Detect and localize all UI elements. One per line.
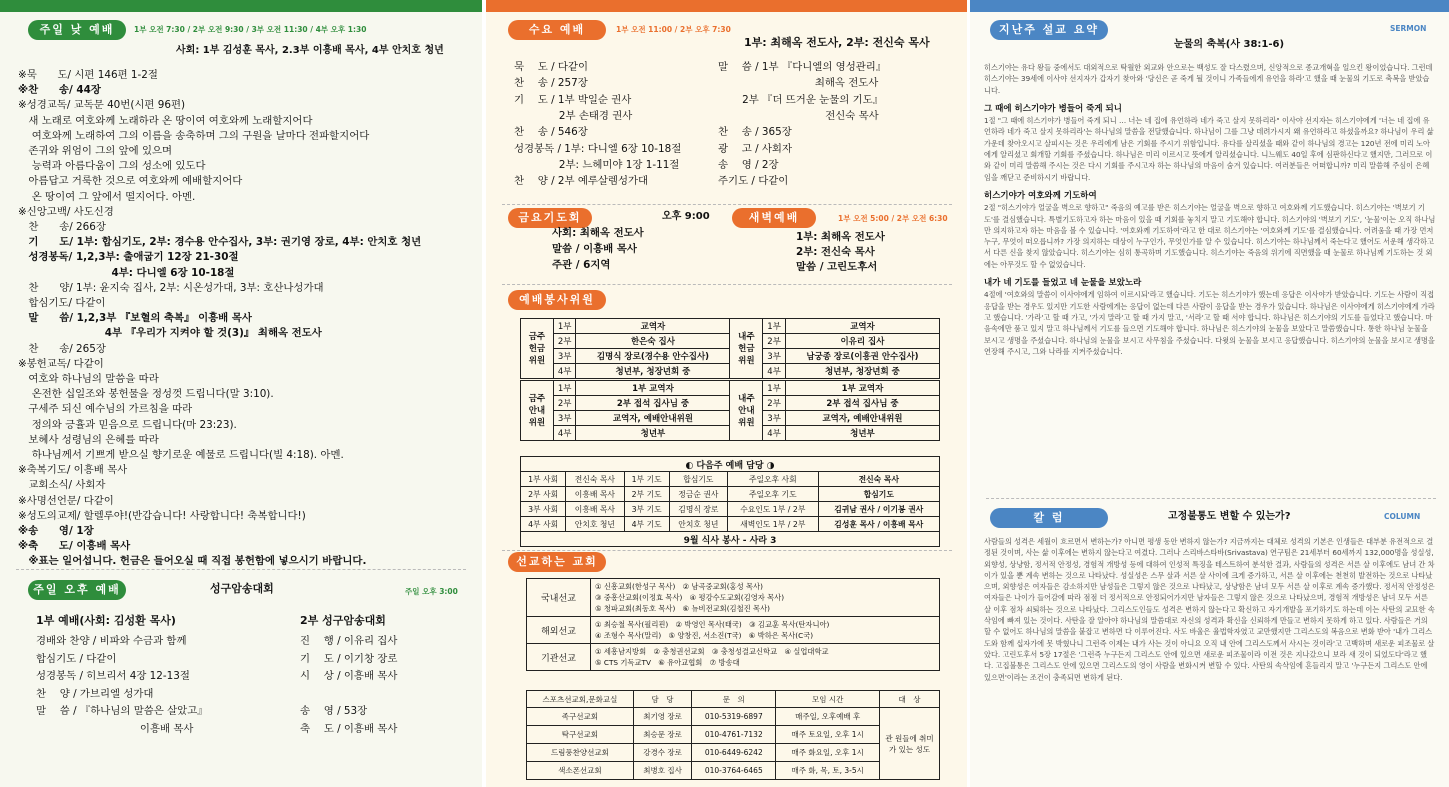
mission-title: 선교하는 교회	[508, 552, 606, 572]
next-week-table	[520, 456, 940, 547]
member-cell: 청년부, 청장년회 중	[576, 364, 730, 379]
sunday-service-title: 주일 낮 예배	[28, 20, 126, 40]
order-line: 2부: 전신숙 목사	[796, 246, 875, 258]
column-paragraph: 사람들의 성격은 세월이 흐르면서 변하는가? 아니면 평생 동안 변하지 않는가? 지금까지는 대체로 성격의 기본은 인생들은 대부분 유전적으로 결정된 것이며, 사는 삶 이후에는 변하지 않는다고 여겼다. 그러나 스리바스타바(Srivastava) 연구팀은 21세부터 60세까지 132,000명을 성실성, 외향성, 상냥함, 정서적 안정성, 경험적 개방성 등에 대하여 인성적 특징을 테스트하여 분석한 결과, 사람들의 성격은 서른 살 이후에도 남녀 간 차이가 있을 뿐 계속 변하는 것으로 나타났다. 성실성은 스무 살과 서른 살 사이에 크게 증가하고, 서른 살 이후에는 천천히 발전하는 것으로 나타났으며, 외향성은 여자들은 감소하지만 남성들은 그렇지 않은 것으로 나타났고, 상냥함은 남녀 모두 서른 살 이후로 계속 증가했다. 정서적 안정성은 여자들은 나이가 들어감에 따라 점점 더 정서적으로 안정되어가지만 남자들은 그렇지 않은 것으로 나타났으며, 경험적 개방성은 남녀 모두 서른 살 이후 점차 쇠퇴하는 것으로 나타났다. 그리스도인들도 성격은 변하지 않는다고 확신하고 자기개발을 포기하기도 하는데 이는 사탄의 교묘한 속삭임에 빠져 있는 것이다. 사탄을 잘 알아야 하나님의 말씀대로 자신의 성격과 확신을 신뢰하게 만들고 변하지 못하게 하고 있다. 사람들은 거의 할 수 없어도 하나님의 말씀을 붙잡고 변하면 다 이루어진다. 사도 바울은 율법학자였고 교만했지만 그리스도의 복음으로 변화 받아 '내가 그리스도와 함께 십자가에 못 박혔나니 그런즉 이제는 내가 사는 것이 아니요 오직 내 안에 그리스도께서 사시는 것이라'고 고백하며 새로운 피조물로 살았다. 고린도후서 5장 17절은 '그런즉 누구든지 그리스도 안에 있으면 새로운 피조물이라 이전 것은 지나갔으니 보라 새 것이 되었도다'라고 했다. 고집불통은 그리스도 안에 있으면 그리스도의 영이 사람을 변화시켜 변할 수 있다. 사탄의 속삭임에 흔들리지 말고 '누구든지 그리스도 안에 있으면'이라는 조건이 충족되면 변하게 된다.	[984, 537, 1435, 682]
member-cell: 교역자	[576, 319, 730, 334]
sermon-body	[984, 62, 1436, 492]
mission-line: ④ 조형수 목사(말리) ⑤ 양창진, 서소진(T국) ⑥ 박하은 목사(C국)	[595, 631, 814, 640]
order-line: 경배와 찬양 / 비파와 수금과 함께	[36, 635, 187, 647]
order-line: 송 영 / 53장	[300, 705, 368, 717]
part-cell: 4부	[763, 426, 786, 441]
order-line: 진 행 / 이유리 집사	[300, 635, 398, 647]
next-week-cell: 1부 사회	[521, 472, 566, 487]
committee-label: 금주 안내 위원	[521, 381, 554, 441]
sermon-paragraph: 2절 "히스기야가 얼굴을 벽으로 향하고" 죽음의 예고를 받은 히스기야는 얼굴을 벽으로 향하고 여호와께 기도했습니다. 히스기야는 '벽보기 기도'를 결심했습니다. 특별기도하고자 하는 마음이 있을 때 기회를 놓치지 말고 기도해야 합니다. 히스기야의 '벽보기 기도', '눈물'이는 오직 하나님만 의지하고자 하는 마음을 볼 수 있습니다. '여호와께 기도하여'라고 한 대로 히스기야는 '여호와께 기도'를 결심했습니다. 어려움을 때 가장 먼저 누구, 무엇이 떠오릅니까? 가장 의지하는 대상이 누구인가, 무엇인가를 알 수 있습니다. 히스기야는 하나님께서 죽는다고 했어도 서운해 생각하고서 다른 신을 찾지 않았습니다. 히스기야는 심히 통곡하며 기도했습니다. 히스기야는 죽음의 위기에 직면했을 때 눈물로 하나님께 기도하는 것 외에는 아무것도 할 수 없었습니다.	[984, 203, 1436, 269]
order-line: 이흥배 목사	[36, 722, 194, 735]
order-line: 기 도 / 1부 박일순 권사	[514, 93, 632, 106]
order-line: 4부 『우리가 지켜야 할 것(3)』 최해옥 전도사	[18, 327, 322, 340]
order-line: ※묵 도/ 시편 146편 1-2절	[18, 69, 158, 81]
order-line: ※사명선언문/ 다같이	[18, 494, 114, 507]
order-line: 시 상 / 이흥배 목사	[300, 670, 398, 682]
sports-cell: 강경수 장로	[633, 744, 691, 762]
divider	[502, 204, 952, 205]
divider	[502, 550, 952, 551]
part-cell: 4부	[553, 426, 576, 441]
part-cell: 3부	[763, 411, 786, 426]
part-cell: 2부	[553, 334, 576, 349]
member-cell: 청년부	[785, 426, 939, 441]
part-cell: 2부	[553, 396, 576, 411]
part-cell: 4부	[763, 364, 786, 379]
sermon-column	[970, 12, 1449, 787]
order-line: 성경봉독/ 1,2,3부: 출애굽기 12장 21-30절	[18, 251, 239, 264]
order-line: 온전한 십일조와 봉헌물을 정성껏 드립니다(말 3:10).	[18, 388, 274, 401]
order-line: 여호와께 노래하여 그의 이름을 송축하며 그의 구원을 날마다 전파할지어다	[18, 129, 370, 142]
column-body	[984, 536, 1436, 786]
part-cell: 1부	[553, 319, 576, 334]
next-week-cell: 4부 기도	[624, 517, 669, 532]
sports-cell: 탁구선교회	[527, 726, 634, 744]
sermon-paragraph: 1절 "그 때에 히스기야가 병들어 죽게 되니 … 너는 네 집에 유언하라 네가 죽고 살지 못하리라" 이사야 선지자는 히스기야에게 '너는 네 집에 유언하라 네가 죽고 살지 못하리라'는 하나님의 말씀을 전달했습니다. 하나님이 그를 그냥 데려가시지 왜 유언하라고 하셨을까요? 하나님이 우리 삶 가운데 찾아오시고 살피시는 것은 우리에게 남은 기회를 주시기 위함입니다. 유다를 살리셨을 때와 같이 하나님의 경고는 120년 전에 미리 노아에게 알리셨고 회개할 기회를 주셨습니다. 하나님은 미리 이르시고 뜻에게 알리셨습니다. 니느웨도 40일 후에 심판하신다고 했지만, 그러므로 이와 같이 미리 말씀해 주시는 것은 다시 기회를 주시고자 하는 하나님의 마음이 숨겨 있습니다. 여러분들은 어떠합니까? 미리 말씀해 주심이 은혜임을 깨닫고 준비하시기 바랍니다.	[984, 116, 1434, 182]
friday-time: 오후 9:00	[662, 211, 710, 222]
next-week-cell: 합심기도	[669, 472, 727, 487]
mission-category: 기관선교	[527, 644, 591, 671]
sermon-subheading: 히스기야가 여호와께 기도하여	[984, 190, 1097, 201]
sermon-intro: 히스기야는 유다 왕들 중에서도 대외적으로 탁월한 외교와 안으로는 백성도 잘 다스렸으며, 신앙적으로 종교개혁을 일으킨 왕이었습니다. 그런데 히스기야는 39세에 이사야 선지자가 갑자기 찾아와 '당신은 곧 죽게 될 것이니 가족들에게 유언을 하라'고 했을 때 눈물의 기도로 축복을 받았습니다.	[984, 63, 1433, 95]
sports-cell: 매주일, 오후예배 후	[776, 708, 880, 726]
column-title: 칼 럼	[990, 508, 1108, 528]
next-week-cell: 4부 사회	[521, 517, 566, 532]
order-line: ※성도의교제/ 할렐루야!(반갑습니다! 사랑합니다! 축복합니다!)	[18, 509, 306, 522]
sports-cell: 최승문 장로	[633, 726, 691, 744]
member-cell: 남궁종 장로(이흥권 안수집사)	[785, 349, 939, 364]
order-line: 전신숙 목사	[718, 109, 879, 122]
order-line: 주기도 / 다같이	[718, 175, 789, 188]
order-line: 합심기도/ 다같이	[18, 297, 106, 309]
meal-service: 9월 식사 봉사 - 사라 3	[521, 532, 940, 547]
order-line: 말씀 / 이흥배 목사	[552, 243, 637, 255]
member-cell: 2부 접석 집사님 중	[785, 396, 939, 411]
order-line: 말 씀/ 1,2,3부 『보혈의 축복』 이흥배 목사	[18, 312, 252, 325]
order-line: ※봉헌교독/ 다같이	[18, 357, 104, 370]
order-line: 말씀 / 고린도후서	[796, 261, 878, 273]
sunday-times: 1부 오전 7:30 / 2부 오전 9:30 / 3부 오전 11:30 / 4부 오후 1:30	[134, 25, 367, 34]
order-line: 주관 / 6지역	[552, 259, 611, 271]
member-cell: 1부 교역자	[785, 381, 939, 396]
order-line: 4부: 다니엘 6장 10-18절	[18, 266, 235, 279]
member-cell: 청년부, 청장년회 중	[785, 364, 939, 379]
order-line: 말 씀 / 1부 『다니엘의 영성관리』	[718, 61, 887, 73]
order-line: 찬 송/ 265장	[18, 342, 106, 355]
wednesday-presider: 1부: 최해옥 전도사, 2부: 전신숙 목사	[744, 36, 930, 49]
next-week-cell: 새벽인도 1부 / 2부	[728, 517, 819, 532]
member-cell: 교역자, 예배안내위원	[785, 411, 939, 426]
order-line: 기 도/ 1부: 합심기도, 2부: 경수용 안수집사, 3부: 권기영 장로, 4부: 안치호 청년	[18, 236, 422, 249]
order-line: 2부 손태경 권사	[514, 109, 633, 122]
dawn-title: 새벽예배	[732, 208, 816, 228]
order-line: 온 땅이여 그 앞에서 떨지어다. 아멘.	[18, 190, 196, 203]
service-committee-title: 예배봉사위원	[508, 290, 606, 310]
order-line: 새 노래로 여호와께 노래하라 온 땅이여 여호와께 노래할지어다	[18, 114, 313, 127]
order-line: ※신앙고백/ 사도신경	[18, 205, 114, 218]
sports-cell: 010-6449-6242	[692, 744, 776, 762]
mission-category: 국내선교	[527, 579, 591, 617]
order-line: 찬 송 / 546장	[514, 126, 588, 139]
order-line: 여호와 하나님의 말씀을 따라	[18, 373, 159, 385]
afternoon-service-title: 주일 오후 예배	[28, 580, 126, 600]
order-line: ※축복기도/ 이흥배 목사	[18, 464, 128, 477]
sunday-presider: 사회: 1부 김성훈 목사, 2.3부 이흥배 목사, 4부 안치호 청년	[176, 45, 444, 56]
dawn-time: 1부 오전 5:00 / 2부 오전 6:30	[838, 214, 948, 223]
part-cell: 1부	[763, 319, 786, 334]
part-cell: 2부	[763, 334, 786, 349]
order-line: ※찬 송/ 44장	[18, 84, 101, 97]
order-line: 존귀와 위엄이 그의 앞에 있으며	[18, 145, 173, 157]
part-cell: 3부	[553, 349, 576, 364]
part-cell: 3부	[553, 411, 576, 426]
wednesday-title: 수요 예배	[508, 20, 606, 40]
part-cell: 1부	[553, 381, 576, 396]
sports-grid	[526, 690, 940, 780]
next-week-cell: 이흥배 목사	[566, 502, 624, 517]
column-en: COLUMN	[1384, 512, 1421, 521]
sports-target: 관 원들에 취미가 있는 성도	[880, 708, 940, 780]
afternoon-time: 주일 오후 3:00	[405, 587, 458, 596]
friday-title: 금요기도회	[508, 208, 592, 228]
next-week-cell: 전신숙 목사	[566, 472, 624, 487]
pm-part1-heading: 1부 예배(사회: 김성환 목사)	[36, 614, 176, 627]
next-week-cell: 김성훈 목사 / 이흥배 목사	[818, 517, 939, 532]
sermon-en: SERMON	[1390, 24, 1427, 33]
next-week-cell: 김명식 장로	[669, 502, 727, 517]
committee-label: 금주 헌금 위원	[521, 319, 554, 379]
order-line: 찬 양 / 가브리엘 성가대	[36, 687, 154, 700]
order-line: 성경봉독 / 1부: 다니엘 6장 10-18절	[514, 142, 682, 155]
next-week-cell: 3부 사회	[521, 502, 566, 517]
order-line: 말 씀 / 『하나님의 말씀은 살았고』	[36, 705, 208, 717]
sports-cell: 드림풍찬양선교회	[527, 744, 634, 762]
member-cell: 한은숙 집사	[576, 334, 730, 349]
next-week-cell: 3부 기도	[624, 502, 669, 517]
order-line: ※성경교독/ 교독문 40번(시편 96편)	[18, 99, 186, 112]
divider	[16, 569, 466, 570]
part-cell: 2부	[763, 396, 786, 411]
mission-line: ① 최승철 목사(필리핀) ② 박영인 목사(태국) ③ 김교훈 목사(탄자니아)	[595, 620, 830, 629]
sports-header: 모임 시간	[776, 691, 880, 708]
member-cell: 청년부	[576, 426, 730, 441]
mission-line: ① 신흥교회(한성구 목사) ② 남곡중교회(홍성 목사)	[595, 582, 763, 591]
order-line: 정의와 긍휼과 믿음으로 드립니다(마 23:23).	[18, 418, 237, 431]
sports-cell: 최기영 장로	[633, 708, 691, 726]
next-week-cell: 주일오후 기도	[728, 487, 819, 502]
sports-cell: 010-3764-6465	[692, 762, 776, 780]
next-week-cell: 김귀남 권사 / 이기봉 권사	[818, 502, 939, 517]
sports-cell: 매주 화요일, 오후 1시	[776, 744, 880, 762]
sermon-heading: 눈물의 축복(사 38:1-6)	[1174, 39, 1285, 50]
next-week-cell: 수요인도 1부 / 2부	[728, 502, 819, 517]
top-bar-orange	[486, 0, 967, 12]
next-week-cell: 2부 사회	[521, 487, 566, 502]
mission-line: ⑤ CTS 기독교TV ⑥ 유아교협회 ⑦ 방송대	[595, 658, 740, 667]
next-week-cell: 안치호 청년	[669, 517, 727, 532]
order-line: 구세주 되신 예수님의 가르침을 따라	[18, 403, 193, 416]
next-week-cell: 주일오후 사회	[728, 472, 819, 487]
next-week-cell: 합심기도	[818, 487, 939, 502]
sermon-title: 지난주 설교 요약	[990, 20, 1108, 40]
committee-label: 내주 헌금 위원	[730, 319, 763, 379]
order-line: 찬 양 / 2부 예루살렘성가대	[514, 175, 649, 188]
service-table	[520, 318, 940, 379]
weekday-column	[486, 12, 967, 787]
mission-grid	[526, 578, 940, 671]
mission-list	[591, 579, 940, 617]
order-line: 찬 송 / 365장	[718, 126, 792, 139]
sports-header: 문 의	[692, 691, 776, 708]
sports-cell: 족구선교회	[527, 708, 634, 726]
sports-cell: 010-4761-7132	[692, 726, 776, 744]
sports-header: 대 상	[880, 691, 940, 708]
next-week-heading: ◐ 다음주 예배 담당 ◑	[521, 457, 940, 472]
part-cell: 4부	[553, 364, 576, 379]
order-line: 성경봉독 / 히브리서 4장 12-13절	[36, 670, 190, 682]
member-cell: 교역자	[785, 319, 939, 334]
sermon-paragraph: 4절에 '여호와의 말씀이 이사야에게 임하여 이르시되'라고 했습니다. 기도는 히스기야가 했는데 응답은 이사야가 받았습니다. 기도는 사람이 직접 응답을 받는 경우도 있지만 기도한 사람에게는 응답이 없는데 다른 사람이 응답을 받는 경우가 있습니다. 하나님은 이사야에게 히스기야에게 가라고 했습니다. '가라'고 할 때 가고, '가지 말라'고 할 때 가지 말고, '서라'고 할 때 서야 합니다. 하나님은 히스기야의 기도를 들었다고 했습니다. 마음속에만 품고 있지 말고 하나님께서 기도를 들으면 기도해야 합니다. 하나님은 히스기야의 눈물을 보았다고 말씀했습니다. 통한 하나님 눈물을 보시고 생명을 주셨습니다. 하나님의 눈물을 보시고 사무침을 주셨습니다. 다윗의 눈물을 보시고 응답했습니다. 히스기야의 눈물을 보시고 생명을 연장해 주시고, 그와 나라를 지켜주셨습니다.	[984, 290, 1435, 356]
order-line: 축 도 / 이흥배 목사	[300, 722, 398, 735]
order-line: 하나님께서 기쁘게 받으실 향기로운 예물로 드립니다(빌 4:18). 아멘.	[18, 449, 344, 461]
order-line: 찬 송/ 266장	[18, 221, 106, 233]
order-line: 아름답고 거룩한 것으로 여호와께 예배할지어다	[18, 175, 243, 188]
order-line: 사회: 최해옥 전도사	[552, 227, 644, 239]
sports-header: 담 당	[633, 691, 691, 708]
top-bar-green	[0, 0, 482, 12]
sports-cell: 최병호 집사	[633, 762, 691, 780]
service-table	[520, 380, 940, 441]
order-line: ※표는 일어섭니다. 헌금은 들어오실 때 직접 봉헌함에 넣으시기 바랍니다.	[18, 555, 367, 568]
order-line: 보혜사 성령님의 은혜를 따라	[18, 433, 159, 446]
afternoon-subtitle: 성구암송대회	[210, 582, 274, 595]
member-cell: 1부 교역자	[576, 381, 730, 396]
next-week-cell: 2부 기도	[624, 487, 669, 502]
order-line: 능력과 아름다움이 그의 성소에 있도다	[18, 160, 206, 173]
column-heading: 고정불통도 변할 수 있는가?	[1168, 511, 1291, 522]
order-line: 합심기도 / 다같이	[36, 652, 117, 665]
mission-line: ③ 중흥산교회(이정효 목사) ④ 평강수도교회(김영자 목사)	[595, 593, 785, 602]
pm-part2-heading: 2부 성구암송대회	[300, 614, 386, 627]
order-line: 1부: 최해옥 전도사	[796, 231, 885, 243]
part-cell: 3부	[763, 349, 786, 364]
sports-cell: 색소폰선교회	[527, 762, 634, 780]
order-line: 교회소식/ 사회자	[18, 479, 106, 492]
mission-list	[591, 617, 940, 644]
order-line: 송 영 / 2장	[718, 158, 779, 171]
order-line: 광 고 / 사회자	[718, 142, 792, 155]
sports-cell: 010-5319-6897	[692, 708, 776, 726]
sermon-subheading: 내가 네 기도를 들었고 네 눈물을 보았노라	[984, 278, 1142, 289]
member-cell: 교역자, 예배안내위원	[576, 411, 730, 426]
mission-category: 해외선교	[527, 617, 591, 644]
divider	[502, 284, 952, 285]
sports-header: 스포츠선교회,문화교실	[527, 691, 634, 708]
sunday-column	[0, 12, 482, 787]
mission-list	[591, 644, 940, 671]
order-line: 2부 『더 뜨거운 눈물의 기도』	[718, 93, 884, 106]
sports-cell: 매주 화, 목, 토, 3-5시	[776, 762, 880, 780]
order-line: ※축 도/ 이흥배 목사	[18, 540, 131, 553]
order-line: ※송 영/ 1장	[18, 525, 94, 537]
next-week-cell: 이흥배 목사	[566, 487, 624, 502]
member-cell: 2부 접석 집사님 중	[576, 396, 730, 411]
wednesday-times: 1부 오전 11:00 / 2부 오후 7:30	[616, 25, 731, 34]
order-line: 최해옥 전도사	[718, 77, 879, 90]
sermon-subheading: 그 때에 히스기야가 병들어 죽게 되니	[984, 103, 1122, 114]
member-cell: 이유리 집사	[785, 334, 939, 349]
member-cell: 김명식 장로(경수용 안수집사)	[576, 349, 730, 364]
order-line: 찬 양/ 1부: 윤지숙 집사, 2부: 시온성가대, 3부: 호산나성가대	[18, 281, 324, 294]
next-week-cell: 안치호 청년	[566, 517, 624, 532]
order-line: 묵 도 / 다같이	[514, 61, 588, 73]
committee-label: 내주 안내 위원	[730, 381, 763, 441]
mission-line: ⑤ 청파교회(최동호 목사) ⑥ 뉴비전교회(김철진 목사)	[595, 604, 770, 613]
mission-line: ① 세흥남지방회 ② 충청권선교회 ③ 충청성결교신학교 ④ 실업대학교	[595, 647, 829, 656]
order-line: 찬 송 / 257장	[514, 77, 588, 90]
sports-cell: 매주 토요일, 오후 1시	[776, 726, 880, 744]
next-week-cell: 전신숙 목사	[818, 472, 939, 487]
part-cell: 1부	[763, 381, 786, 396]
next-week-cell: 1부 기도	[624, 472, 669, 487]
order-line: 기 도 / 이기창 장로	[300, 652, 398, 665]
order-line: 2부: 느헤미야 1장 1-11절	[514, 158, 680, 171]
divider	[986, 498, 1436, 499]
top-bar-blue	[970, 0, 1449, 12]
next-week-cell: 정금순 권사	[669, 487, 727, 502]
